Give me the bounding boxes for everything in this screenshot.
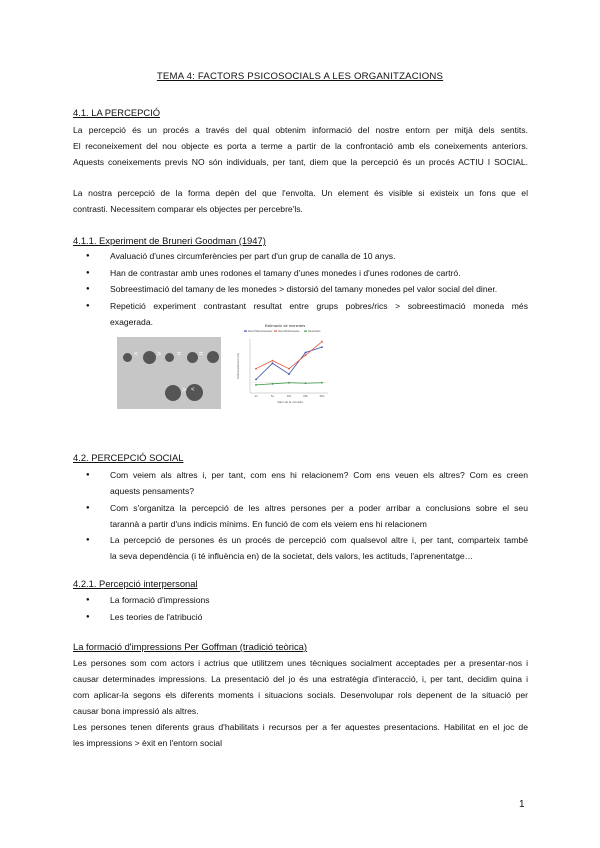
- chart-title: Estimació de monedes: [264, 323, 306, 328]
- chart-plot-area: [250, 339, 328, 398]
- goffman-paragraph: [73, 655, 528, 751]
- chart-data-point: [305, 352, 307, 354]
- text-line: ● Com veiem als altres i, per tant, com ens hi relacionem? Com ens veuen els altres? Com es creen: [110, 470, 528, 480]
- chart-x-tick-label: 1c: [254, 394, 258, 398]
- text-line: Les persones tenen diferents graus d'habilitats i recursos per a fer aquestes presentacions. Habilitat en el joc de: [73, 722, 528, 732]
- page-number: 1: [519, 799, 525, 810]
- chart-data-point: [321, 346, 323, 348]
- social-perception-bullet-list: [83, 467, 528, 565]
- circle-shape: [207, 351, 219, 363]
- comparison-symbol: <: [191, 387, 195, 393]
- section-heading-4-2-1: 4.2.1. Percepció interpersonal: [73, 578, 198, 589]
- text-line: les impressions > èxit en l'entorn social: [73, 738, 222, 748]
- legend-label: Nens Rics/monedes: [278, 330, 300, 333]
- chart-data-point: [321, 341, 323, 343]
- chart-x-tick-label: 10c: [286, 394, 292, 398]
- text-line: Aquests coneixements previs NO són individuals, per tant, diem que la percepció és un procés ACTIU I SOCIAL.: [73, 157, 528, 167]
- list-item: [83, 248, 528, 264]
- text-line: ● Sobreestimació del tamany de les monedes > distorsió del tamany monedes pel valor social del diner.: [110, 284, 498, 294]
- chart-series-line: [256, 342, 322, 369]
- chart-x-tick-label: 5c: [270, 394, 275, 398]
- comparison-symbol: >: [157, 351, 162, 358]
- chart-data-point: [288, 368, 290, 370]
- chart-xlabel: Valor de la moneda: [277, 400, 303, 404]
- text-line: causar bona impressió als altres.: [73, 706, 199, 716]
- coin-estimation-chart: [236, 321, 334, 405]
- section-heading-4-2: 4.2. PERCEPCIÓ SOCIAL: [73, 452, 184, 463]
- circle-shape: [165, 353, 174, 362]
- legend-label: Nens/cartró: [308, 330, 321, 333]
- text-line: ● La percepció de persones és un procés de percepció com qualsevol altre i, per tant, comparteix també: [110, 535, 528, 545]
- text-line: ● Avaluació d'unes circumferències per part d'un grup de canalla de 10 anys.: [110, 251, 396, 261]
- chart-ylabel: Sobreestimació (%): [236, 352, 240, 380]
- text-line: ● Repetició experiment contrastant resultat entre grups pobres/rics > sobreestimació moneda més: [110, 300, 528, 311]
- list-item: [83, 265, 528, 281]
- page-title: TEMA 4: FACTORS PSICOSOCIALS A LES ORGANITZACIONS: [156, 71, 444, 82]
- list-item: [83, 467, 528, 499]
- chart-x-tick-label: 25c: [303, 394, 308, 398]
- text-line: contrasti. Necessitem comparar els objectes per percebre'ls.: [73, 204, 303, 214]
- text-line: ● Com s'organitza la percepció de les altres persones per a poder arribar a conclusions sobre el seu: [110, 502, 528, 513]
- text-line: aquests pensaments?: [110, 486, 195, 496]
- chart-legend: [244, 330, 321, 333]
- list-item: [83, 281, 528, 297]
- text-line: La percepció és un procés a través del qual obtenim informació del nostre entorn per mitjà dels sentits.: [73, 125, 528, 135]
- text-line: la seva dependència (i té influència en) de la societat, dels valors, les actituds, l'aprenentatge…: [110, 551, 474, 561]
- chart-data-point: [272, 383, 274, 385]
- text-line: ● La formació d'impressions: [110, 595, 210, 605]
- circle-shape: [143, 351, 156, 364]
- list-item: [83, 609, 528, 625]
- comparison-symbol: <: [134, 351, 139, 358]
- text-line: tarannà a partir d'uns indicis mínims. En funció de com els veiem ens hi relacionem: [110, 518, 427, 529]
- legend-swatch: [244, 331, 247, 332]
- text-line: ● Les teories de l'atribució: [110, 611, 203, 622]
- circle-shape: [187, 352, 198, 363]
- chart-x-tick-label: 50c: [319, 394, 325, 398]
- goffman-heading: La formació d'impressions Per Goffman (tradició teòrica): [73, 641, 307, 652]
- paragraph-form: [73, 185, 528, 217]
- text-line: Les persones som com actors i actrius que utilitzem unes tècniques socialment acceptades per a presentar-nos i: [73, 658, 528, 668]
- chart-data-point: [255, 379, 257, 381]
- text-line: exagerada.: [110, 316, 154, 327]
- chart-data-point: [255, 368, 257, 370]
- text-line: El reconeixement del nou objecte es porta a terme a partir de la confrontació amb els coneixements anteriors.: [73, 141, 528, 151]
- list-item: [83, 592, 528, 608]
- paragraph-perception: [73, 122, 528, 170]
- chart-data-point: [305, 382, 307, 384]
- section-heading-4-1: 4.1. LA PERCEPCIÓ: [73, 107, 161, 118]
- section-heading-4-1-1: 4.1.1. Experiment de Bruneri Goodman (1947): [73, 235, 266, 246]
- comparison-symbol: =: [199, 351, 204, 358]
- chart-data-point: [288, 373, 290, 375]
- comparison-symbol: =: [177, 351, 182, 358]
- legend-swatch: [274, 331, 277, 332]
- list-item: [83, 532, 528, 564]
- experiment-bullet-list: [83, 248, 528, 330]
- chart-data-point: [305, 354, 307, 356]
- legend-label: Nens Pobres/monedes: [248, 330, 273, 333]
- chart-data-point: [288, 382, 290, 384]
- circles-comparison-image: [117, 337, 221, 409]
- circle-shape: [165, 385, 181, 401]
- chart-data-point: [255, 384, 257, 386]
- interpersonal-bullet-list: [83, 592, 528, 625]
- legend-swatch: [304, 331, 307, 332]
- text-line: causar determinades impressions. La presentació del jo és una estratègia d'interacció, i, per tant, decidim quina i: [73, 674, 528, 684]
- text-line: ● Han de contrastar amb unes rodones el tamany d'unes monedes i d'unes rodones de cartró.: [110, 267, 461, 278]
- text-line: La nostra percepció de la forma depèn del que l'envolta. Un element és visible si existeix un fons que el: [73, 188, 528, 198]
- chart-data-point: [321, 382, 323, 384]
- text-line: com aplicar-la segons els diferents moments i situacions socials. Desenvolupar rols depenent de la situació per: [73, 690, 528, 700]
- comparison-symbol: >: [182, 387, 187, 394]
- circle-shape: [123, 353, 132, 362]
- chart-data-point: [272, 360, 274, 362]
- list-item: [83, 500, 528, 532]
- chart-data-point: [272, 362, 274, 364]
